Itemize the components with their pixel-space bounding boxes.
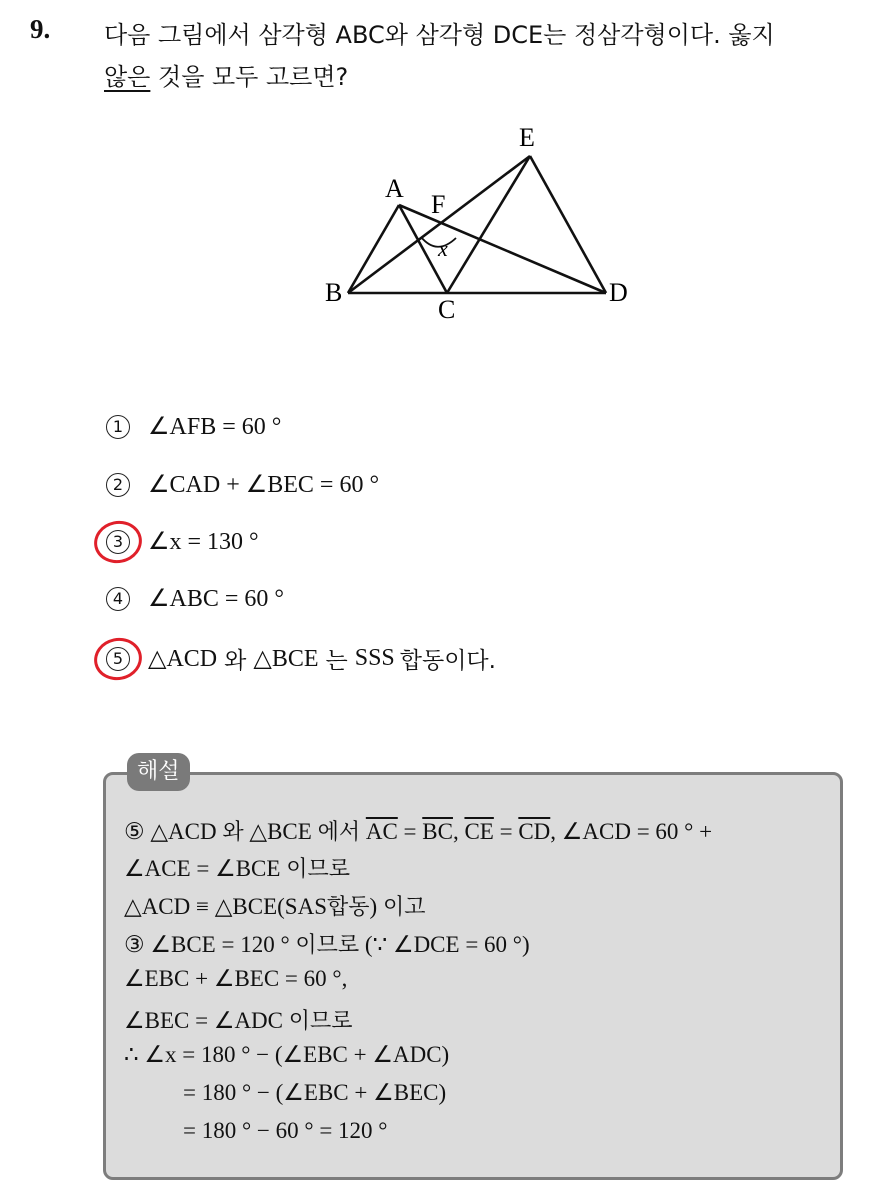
segment-ed [530, 156, 606, 293]
choice-number-5-circled: 5 [106, 647, 130, 671]
sol-l4-c: (∵ ∠DCE = 60 °) [364, 932, 530, 957]
choice-text-5d: 는 [325, 648, 348, 674]
sol-l1-bc: $\overline{BC}$ [422, 819, 453, 844]
sol-l1-eq1: = [397, 819, 423, 844]
label-f: F [431, 190, 446, 219]
segment-ba [348, 205, 399, 293]
choice-text-5b: 와 [224, 648, 247, 674]
sol-l1-cd: $\overline{CD}$ [518, 819, 551, 844]
label-x: x [438, 236, 448, 261]
choice-3[interactable] [106, 527, 259, 556]
sol-l1-c: △BCE [249, 819, 312, 844]
sol-l1-rest: , ∠ACD = 60 ° + [550, 819, 713, 844]
question-line2-rest: 것을 모두 고르면? [150, 63, 349, 91]
sol-l1-eq2: = [493, 819, 519, 844]
geometry-figure [315, 118, 655, 328]
sol-l1-comma: , [452, 819, 465, 844]
choice-text-4: ∠ABC = 60 ° [148, 586, 284, 612]
sol-l1-d: 에서 [317, 820, 361, 845]
question-text [104, 14, 864, 98]
sol-l4-b: 이므로 [295, 933, 360, 958]
choice-text-5a: △ACD [148, 646, 218, 672]
solution-line-2 [124, 852, 844, 883]
choice-number-2: 2 [106, 473, 130, 497]
label-a: A [385, 174, 404, 203]
solution-line-7: ∴ ∠x = 180 ° − (∠EBC + ∠ADC) [124, 1042, 450, 1067]
solution-tag: 해설 [127, 753, 190, 791]
sol-l6-b: 이므로 [288, 1009, 353, 1034]
sol-l2-a: ∠ACE = ∠BCE [124, 856, 281, 881]
sol-l1-b: 와 [222, 820, 244, 845]
sol-l3-d: 이고 [382, 895, 426, 920]
solution-line-5: ∠EBC + ∠BEC = 60 °, [124, 966, 348, 991]
segment-be [348, 156, 530, 293]
question-line2 [104, 56, 864, 98]
sol-l2-b: 이므로 [286, 857, 350, 882]
solution-line-9: = 180 ° − 60 ° = 120 ° [183, 1118, 388, 1143]
choice-text-5f: 합동이다. [399, 648, 496, 674]
choice-text-2: ∠CAD + ∠BEC = 60 ° [148, 472, 380, 498]
choice-text-5e: SSS [354, 645, 395, 671]
sol-l4-a: ③ ∠BCE = 120 ° [124, 932, 290, 957]
label-d: D [609, 278, 628, 307]
segment-ce [447, 156, 530, 293]
choice-number-3-circled: 3 [106, 530, 130, 554]
sol-l3-a: △ACD ≡ △BCE(SAS [124, 894, 327, 919]
solution-line-8: = 180 ° − (∠EBC + ∠BEC) [183, 1080, 447, 1105]
question-number: 9. [30, 14, 51, 44]
choice-2[interactable] [106, 470, 379, 499]
choice-text-1: ∠AFB = 60 ° [148, 414, 282, 440]
choice-text-3: ∠x = 130 ° [148, 529, 259, 555]
solution-line-1 [124, 815, 844, 846]
choice-1[interactable] [106, 412, 281, 441]
question-line1: 다음 그림에서 삼각형 ABC와 삼각형 DCE는 정삼각형이다. 옳지 [104, 21, 775, 49]
choice-text-5c: △BCE [253, 646, 319, 672]
underlined-word: 않은 [104, 63, 151, 91]
solution-line-4 [124, 928, 844, 959]
choice-5[interactable] [106, 642, 496, 675]
sol-l1-a: ⑤ △ACD [124, 819, 217, 844]
label-b: B [325, 278, 343, 307]
sol-l1-ac: $\overline{AC}$ [365, 819, 398, 844]
label-e: E [519, 123, 535, 152]
choice-number-1: 1 [106, 415, 130, 439]
solution-line-3 [124, 890, 844, 921]
label-c: C [438, 295, 456, 324]
choice-4[interactable] [106, 584, 284, 613]
sol-l1-ce: $\overline{CE}$ [464, 819, 494, 844]
sol-l6-a: ∠BEC = ∠ADC [124, 1008, 284, 1033]
solution-line-6 [124, 1004, 844, 1035]
choice-number-4: 4 [106, 587, 130, 611]
sol-l3-c: ) [369, 894, 378, 919]
sol-l3-b: 합동 [327, 895, 370, 920]
